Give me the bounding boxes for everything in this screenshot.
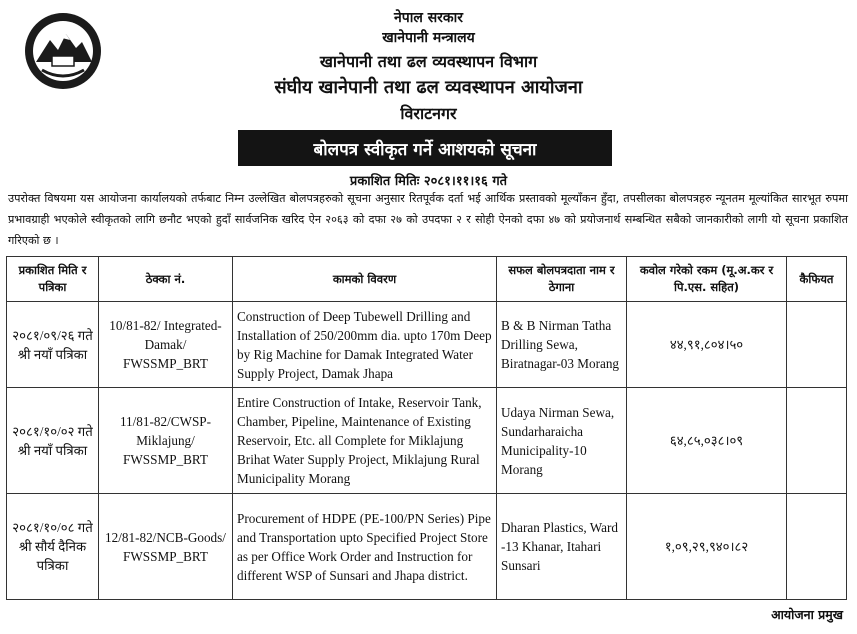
header-project: संघीय खानेपानी तथा ढल व्यवस्थापन आयोजना xyxy=(274,77,583,98)
header-government: नेपाल सरकार xyxy=(393,10,463,26)
column-header-contract: ठेक्का नं. xyxy=(99,257,233,302)
cell-contract: 11/81-82/CWSP-Miklajung/ FWSSMP_BRT xyxy=(99,388,233,494)
header-department: खानेपानी तथा ढल व्यवस्थापन विभाग xyxy=(319,52,538,71)
cell-remarks xyxy=(787,388,847,494)
table-row xyxy=(7,388,847,494)
cell-work: Procurement of HDPE (PE-100/PN Series) Pipe and Transportation upto Specified Project Store as per Office Work Order and Instruction for different WSP of Sunsari and Jhapa district. xyxy=(233,494,497,600)
table-header-row xyxy=(7,257,847,302)
cell-date: २०८१/०९/२६ गते श्री नयाँ पत्रिका xyxy=(7,302,99,388)
column-header-remarks: कैफियत xyxy=(787,257,847,302)
column-header-bidder: सफल बोलपत्रदाता नाम र ठेगाना xyxy=(497,257,627,302)
cell-work: Entire Construction of Intake, Reservoir Tank, Chamber, Pipeline, Maintenance of Existing Reservoir, Etc. all Complete for Miklajung Brihat Water Supply Project, Miklajung Rural Municipality Morang xyxy=(233,388,497,494)
table-row xyxy=(7,302,847,388)
column-header-date: प्रकाशित मिति र पत्रिका xyxy=(7,257,99,302)
cell-bidder: Dharan Plastics, Ward -13 Khanar, Itahari Sunsari xyxy=(497,494,627,600)
cell-work: Construction of Deep Tubewell Drilling and Installation of 250/200mm dia. upto 170m Deep by Rig Machine for Damak Integrated Water Supply Project, Damak Jhapa xyxy=(233,302,497,388)
cell-amount: ४४,९१,८०४।५० xyxy=(627,302,787,388)
cell-amount: १,०९,२९,९४०।८२ xyxy=(627,494,787,600)
signatory-title: आयोजना प्रमुख xyxy=(771,607,843,622)
cell-amount: ६४,८५,०३८।०९ xyxy=(627,388,787,494)
cell-remarks xyxy=(787,302,847,388)
cell-remarks xyxy=(787,494,847,600)
cell-contract: 10/81-82/ Integrated-Damak/ FWSSMP_BRT xyxy=(99,302,233,388)
cell-contract: 12/81-82/NCB-Goods/ FWSSMP_BRT xyxy=(99,494,233,600)
bid-acceptance-table xyxy=(6,256,847,600)
column-header-work: कामको विवरण xyxy=(233,257,497,302)
notice-title-banner: बोलपत्र स्वीकृत गर्ने आशयको सूचना xyxy=(238,130,612,166)
table-row xyxy=(7,494,847,600)
header-location: विराटनगर xyxy=(400,104,457,123)
cell-bidder: B & B Nirman Tatha Drilling Sewa, Biratnagar-03 Morang xyxy=(497,302,627,388)
cell-date: २०८१/१०/०२ गते श्री नयाँ पत्रिका xyxy=(7,388,99,494)
header-ministry: खानेपानी मन्त्रालय xyxy=(382,30,475,46)
intro-paragraph: उपरोक्त विषयमा यस आयोजना कार्यालयको तर्फबाट निम्न उल्लेखित बोलपत्रहरुको सूचना अनुसार रितपूर्वक दर्ता भई आर्थिक प्रस्तावको मूल्याँकन हुँदा, तपसीलका बोलपत्रहरु न्यूनतम मूल्यांकित सारभूत रुपमा प्रभावग्राही भएकोले स्वीकृतको लागि छनौट भएको हुदाँ सार्वजनिक खरिद ऐन २०६३ को दफा २७ को उपदफा २ र सोही ऐनको दफा ४७ को प्रयोजनार्थ सम्बन्धित सबैको जानकारीको लागी यो सूचना प्रकाशित गरिएको छ । xyxy=(8,192,848,247)
cell-date: २०८१/१०/०८ गते श्री सौर्य दैनिक पत्रिका xyxy=(7,494,99,600)
cell-bidder: Udaya Nirman Sewa, Sundarharaicha Municipality-10 Morang xyxy=(497,388,627,494)
published-date: प्रकाशित मितिः २०८१।११।१६ गते xyxy=(349,174,508,189)
column-header-amount: कवोल गरेको रकम (मू.अ.कर र पि.एस. सहित) xyxy=(627,257,787,302)
